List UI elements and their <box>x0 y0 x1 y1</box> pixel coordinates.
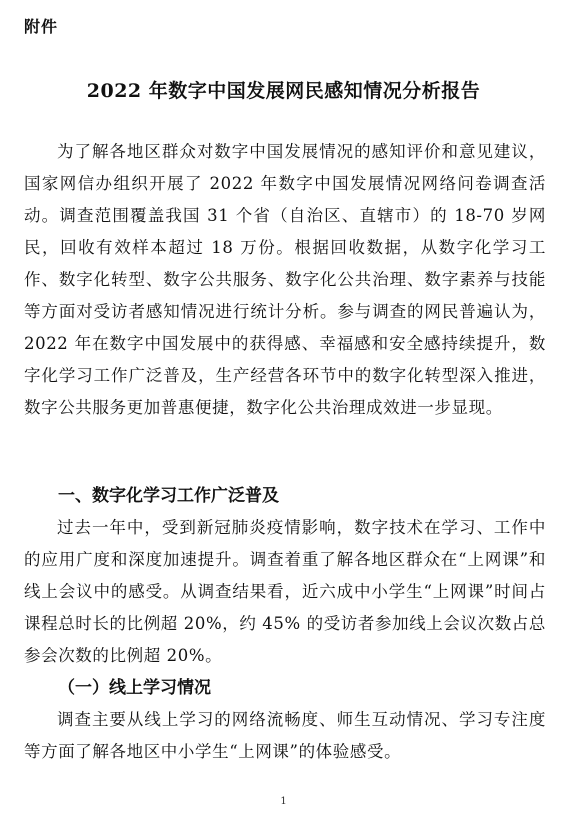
document-title: 2022 年数字中国发展网民感知情况分析报告 <box>86 80 481 102</box>
page-number: 1 <box>280 796 287 807</box>
section-heading-1: 一、数字化学习工作广泛普及 <box>58 486 279 506</box>
intro-paragraph: 为了解各地区群众对数字中国发展情况的感知评价和意见建议，国家网信办组织开展了 2022 年数字中国发展情况网络问卷调查活动。调查范围覆盖我国 31 个省（自治区、直辖市）的 18-70 岁网民，回收有效样本超过 18 万份。根据回收数据，从数字化学习工作、数字化转型、数字公共服务、数字化公共治理、数字素养与技能等方面对受访者感知情况进行统计分析。参与调查的网民普遍认为，2022 年在数字中国发展中的获得感、幸福感和安全感持续提升，数字化学习工作广泛普及，生产经营各环节中的数字化转型深入推进，数字公共服务更加普惠便捷，数字化公共治理成效进一步显现。 <box>24 142 546 417</box>
attachment-label: 附件 <box>24 17 59 36</box>
subsection-1-paragraph: 调查主要从线上学习的网络流畅度、师生互动情况、学习专注度等方面了解各地区中小学生“上网课”的体验感受。 <box>24 710 546 761</box>
section-1-paragraph: 过去一年中，受到新冠肺炎疫情影响，数字技术在学习、工作中的应用广度和深度加速提升。调查着重了解各地区群众在“上网课”和线上会议中的感受。从调查结果看，近六成中小学生“上网课”时间占课程总时长的比例超 20%，约 45% 的受访者参加线上会议次数占总参会次数的比例超 20%。 <box>24 518 546 665</box>
subsection-heading-1: （一）线上学习情况 <box>58 678 211 698</box>
